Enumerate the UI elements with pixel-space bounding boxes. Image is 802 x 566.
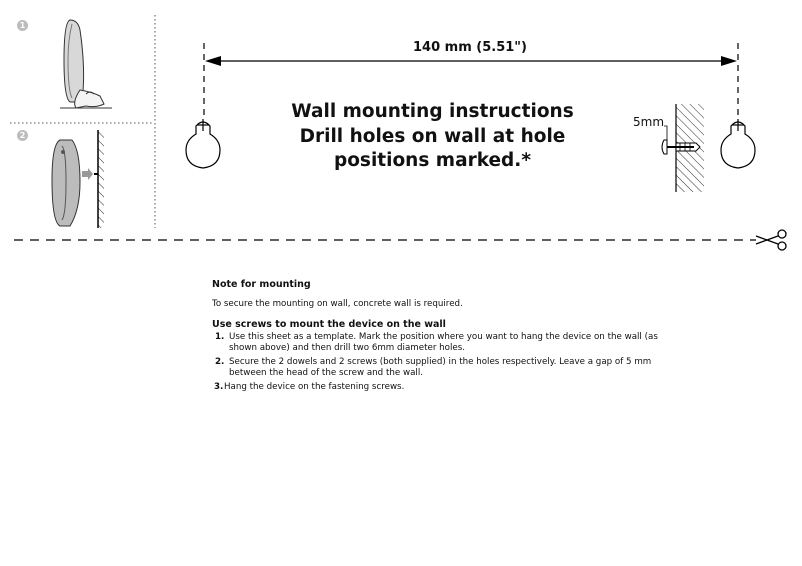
dimension-arrow-right [721,56,737,66]
step-badge-1: 1 [17,20,28,31]
dimension-arrow-left [205,56,221,66]
list-item [212,382,682,393]
notes-intro: To secure the mounting on wall, concrete wall is required. [212,299,463,309]
title-line-3: positions marked.* [333,150,531,171]
list-item [212,357,682,379]
list-item-number: 2. [215,357,225,367]
scissors-icon [756,230,786,250]
list-item-number: 3. [214,382,224,392]
dimension-label: 140 mm (5.51") [412,40,527,55]
list-item-text: Use this sheet as a template. Mark the position where you want to hang the device on the wall (as shown above) and then drill two 6mm diameter holes. [229,332,658,353]
list-item-number: 1. [215,332,225,342]
mounting-notes [212,279,682,396]
notes-heading: Note for mounting [212,279,311,290]
step-badge-2: 2 [17,130,28,141]
title-line-1: Wall mounting instructions [291,101,574,122]
device-on-table-icon [60,20,112,108]
device-hung-on-wall-icon [52,130,104,228]
screw-dowel-wall-icon [662,104,704,192]
list-item-text: Hang the device on the fastening screws. [224,382,405,392]
list-item-text: Secure the 2 dowels and 2 screws (both supplied) in the holes respectively. Leave a gap of 5 mm between the head of the screw and the wall. [229,357,652,378]
screws-heading: Use screws to mount the device on the wall [212,319,446,330]
title-line-2: Drill holes on wall at hole [299,125,566,147]
page-title [290,100,575,174]
keyhole-right-icon [721,119,755,168]
keyhole-left-icon [186,119,220,168]
gap-label: 5mm [633,115,665,129]
instruction-list [212,332,682,393]
list-item [212,332,682,354]
